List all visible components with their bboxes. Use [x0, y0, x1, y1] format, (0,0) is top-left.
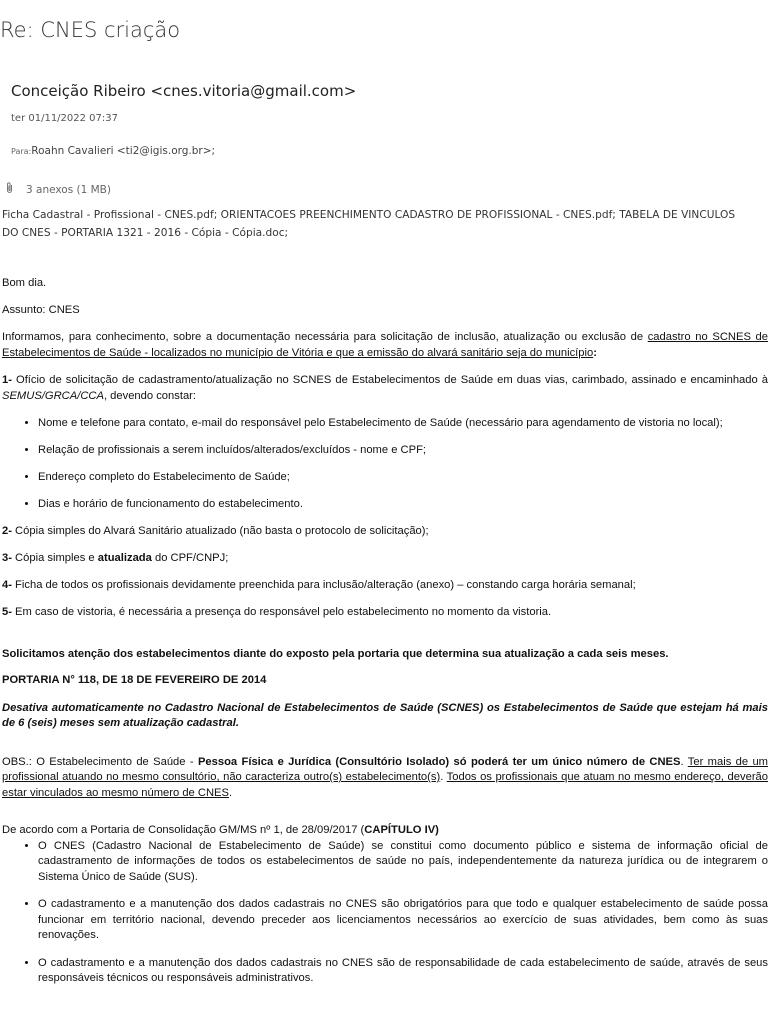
item-2-text: Cópia simples do Alvará Sanitário atualizado (não basta o protocolo de solicitação); — [11, 525, 429, 537]
email-date: ter 01/11/2022 07:37 — [11, 113, 118, 124]
email-body — [2, 276, 768, 987]
item-3-bold: atualizada — [97, 552, 152, 564]
item-5-number: 5- — [2, 606, 12, 618]
intro-paragraph — [2, 330, 768, 361]
intro-underlined: cadastro no SCNES de Estabelecimentos de Saúde - localizados no município de Vitória e que a emissão do alvará sanitário seja do município — [2, 331, 768, 359]
item-4 — [2, 578, 768, 594]
list-item: • Dias e horário de funcionamento do estabelecimento. — [38, 497, 768, 513]
obs-text-f: Todos os profissionais que atuam no mesmo endereço, deverão estar vinculados ao mesmo número de CNES — [2, 771, 768, 799]
list-item: • Endereço completo do Estabelecimento de Saúde; — [38, 470, 768, 486]
list-item: • Nome e telefone para contato, e-mail do responsável pelo Estabelecimento de Saúde (necessário para agendamento de vistoria no local); — [38, 416, 768, 432]
desativa-paragraph — [2, 701, 768, 732]
list-item: • O cadastramento e a manutenção dos dados cadastrais no CNES são obrigatórios para que todo e qualquer estabelecimento de saúde possa funcionar em território nacional, devendo preceder aos licenciamentos necessários ao exercício de suas atividades, bem como às suas renovações. — [38, 897, 768, 944]
item-1-text: Ofício de solicitação de cadastramento/atualização no SCNES de Estabelecimentos de Saúde em duas vias, carimbado, assinado e encaminhado à — [11, 374, 768, 386]
obs-text-c: . — [680, 755, 688, 768]
intro-colon: : — [593, 346, 597, 359]
item-3-end: do CPF/CNPJ; — [151, 552, 229, 564]
list-item: • O CNES (Cadastro Nacional de Estabelecimento de Saúde) se constitui como documento público e sistema de informação oficial de cadastramento de informações de todos os estabelecimentos de saúde no país, independentemente da natureza jurídica ou de integrarem o Sistema Único de Saúde (SUS). — [38, 839, 768, 886]
sender[interactable]: Conceição Ribeiro <cnes.vitoria@gmail.com> — [11, 82, 357, 100]
item-5-text: Em caso de vistoria, é necessária a presença do responsável pelo estabelecimento no momento da vistoria. — [11, 606, 552, 618]
acordo-chapter: CAPÍTULO IV) — [364, 824, 439, 836]
item-1 — [2, 373, 768, 404]
email-subject: Re: CNES criação — [0, 18, 181, 42]
attachments-summary[interactable] — [5, 182, 111, 197]
solicitamos-text: Solicitamos atenção dos estabelecimentos diante do exposto pela portaria que determina sua atualização a cada seis meses. — [2, 647, 669, 660]
intro-text: Informamos, para conhecimento, sobre a documentação necessária para solicitação de inclusão, atualização ou exclusão de — [2, 331, 648, 343]
obs-paragraph — [2, 755, 768, 802]
item-1-number: 1- — [2, 374, 12, 386]
item-1-end: , devendo constar: — [103, 389, 196, 402]
to-label: Para: — [11, 147, 32, 156]
attachments-count: 3 anexos (1 MB) — [26, 183, 111, 196]
item-3 — [2, 551, 768, 567]
recipient[interactable]: Roahn Cavalieri <ti2@igis.org.br>; — [31, 145, 216, 157]
item-3-text: Cópia simples e — [11, 552, 98, 564]
cnes-bullets — [2, 839, 768, 987]
obs-text-d: Ter mais de um profissional atuando no mesmo consultório, não caracteriza outro(s) estabelecimento(s) — [2, 755, 768, 783]
item-4-text: Ficha de todos os profissionais devidamente preenchida para inclusão/alteração (anexo) – constando carga horária semanal; — [11, 579, 636, 591]
assunto: Assunto: CNES — [2, 303, 80, 316]
acordo-paragraph — [2, 823, 768, 839]
item-2-number: 2- — [2, 525, 12, 537]
greeting: Bom dia. — [2, 277, 47, 289]
list-item: • O cadastramento e a manutenção dos dados cadastrais no CNES são de responsabilidade de cada estabelecimento de saúde, através de seus responsáveis técnicos ou responsáveis administrativos. — [38, 956, 768, 987]
item-3-number: 3- — [2, 552, 12, 564]
solicitamos-paragraph — [2, 647, 768, 663]
paperclip-icon — [5, 182, 17, 197]
portaria-heading — [2, 673, 768, 689]
obs-text-a: OBS.: O Estabelecimento de Saúde - — [2, 755, 198, 768]
item-1-dept: SEMUS/GRCA/CCA — [2, 389, 104, 402]
item-5 — [2, 605, 768, 621]
desativa-text: Desativa automaticamente no Cadastro Nacional de Estabelecimentos de Saúde (SCNES) os Estabelecimentos de Saúde que estejam há mais de 6 (seis) meses sem atualização cadastral. — [2, 701, 768, 729]
item-2 — [2, 524, 768, 540]
obs-text-g: . — [228, 786, 233, 799]
obs-text-b: Pessoa Física e Jurídica (Consultório Isolado) só poderá ter um único número de CNES — [197, 755, 681, 768]
item-4-number: 4- — [2, 579, 12, 591]
recipient-line — [11, 145, 215, 157]
obs-text-e: . — [440, 771, 447, 783]
attachments-list[interactable]: Ficha Cadastral - Profissional - CNES.pdf; ORIENTACOES PREENCHIMENTO CADASTRO DE PROFISSIONAL - CNES.pdf; TABELA DE VINCULOS DO CNES - PORTARIA 1321 - 2016 - Cópia - Cópia.doc; — [2, 209, 736, 239]
list-item: • Relação de profissionais a serem incluídos/alterados/excluídos - nome e CPF; — [38, 443, 768, 459]
portaria-text: PORTARIA N° 118, DE 18 DE FEVEREIRO DE 2014 — [2, 674, 267, 686]
item-1-bullets — [2, 416, 768, 513]
acordo-text: De acordo com a Portaria de Consolidação GM/MS nº 1, de 28/09/2017 ( — [2, 824, 365, 836]
